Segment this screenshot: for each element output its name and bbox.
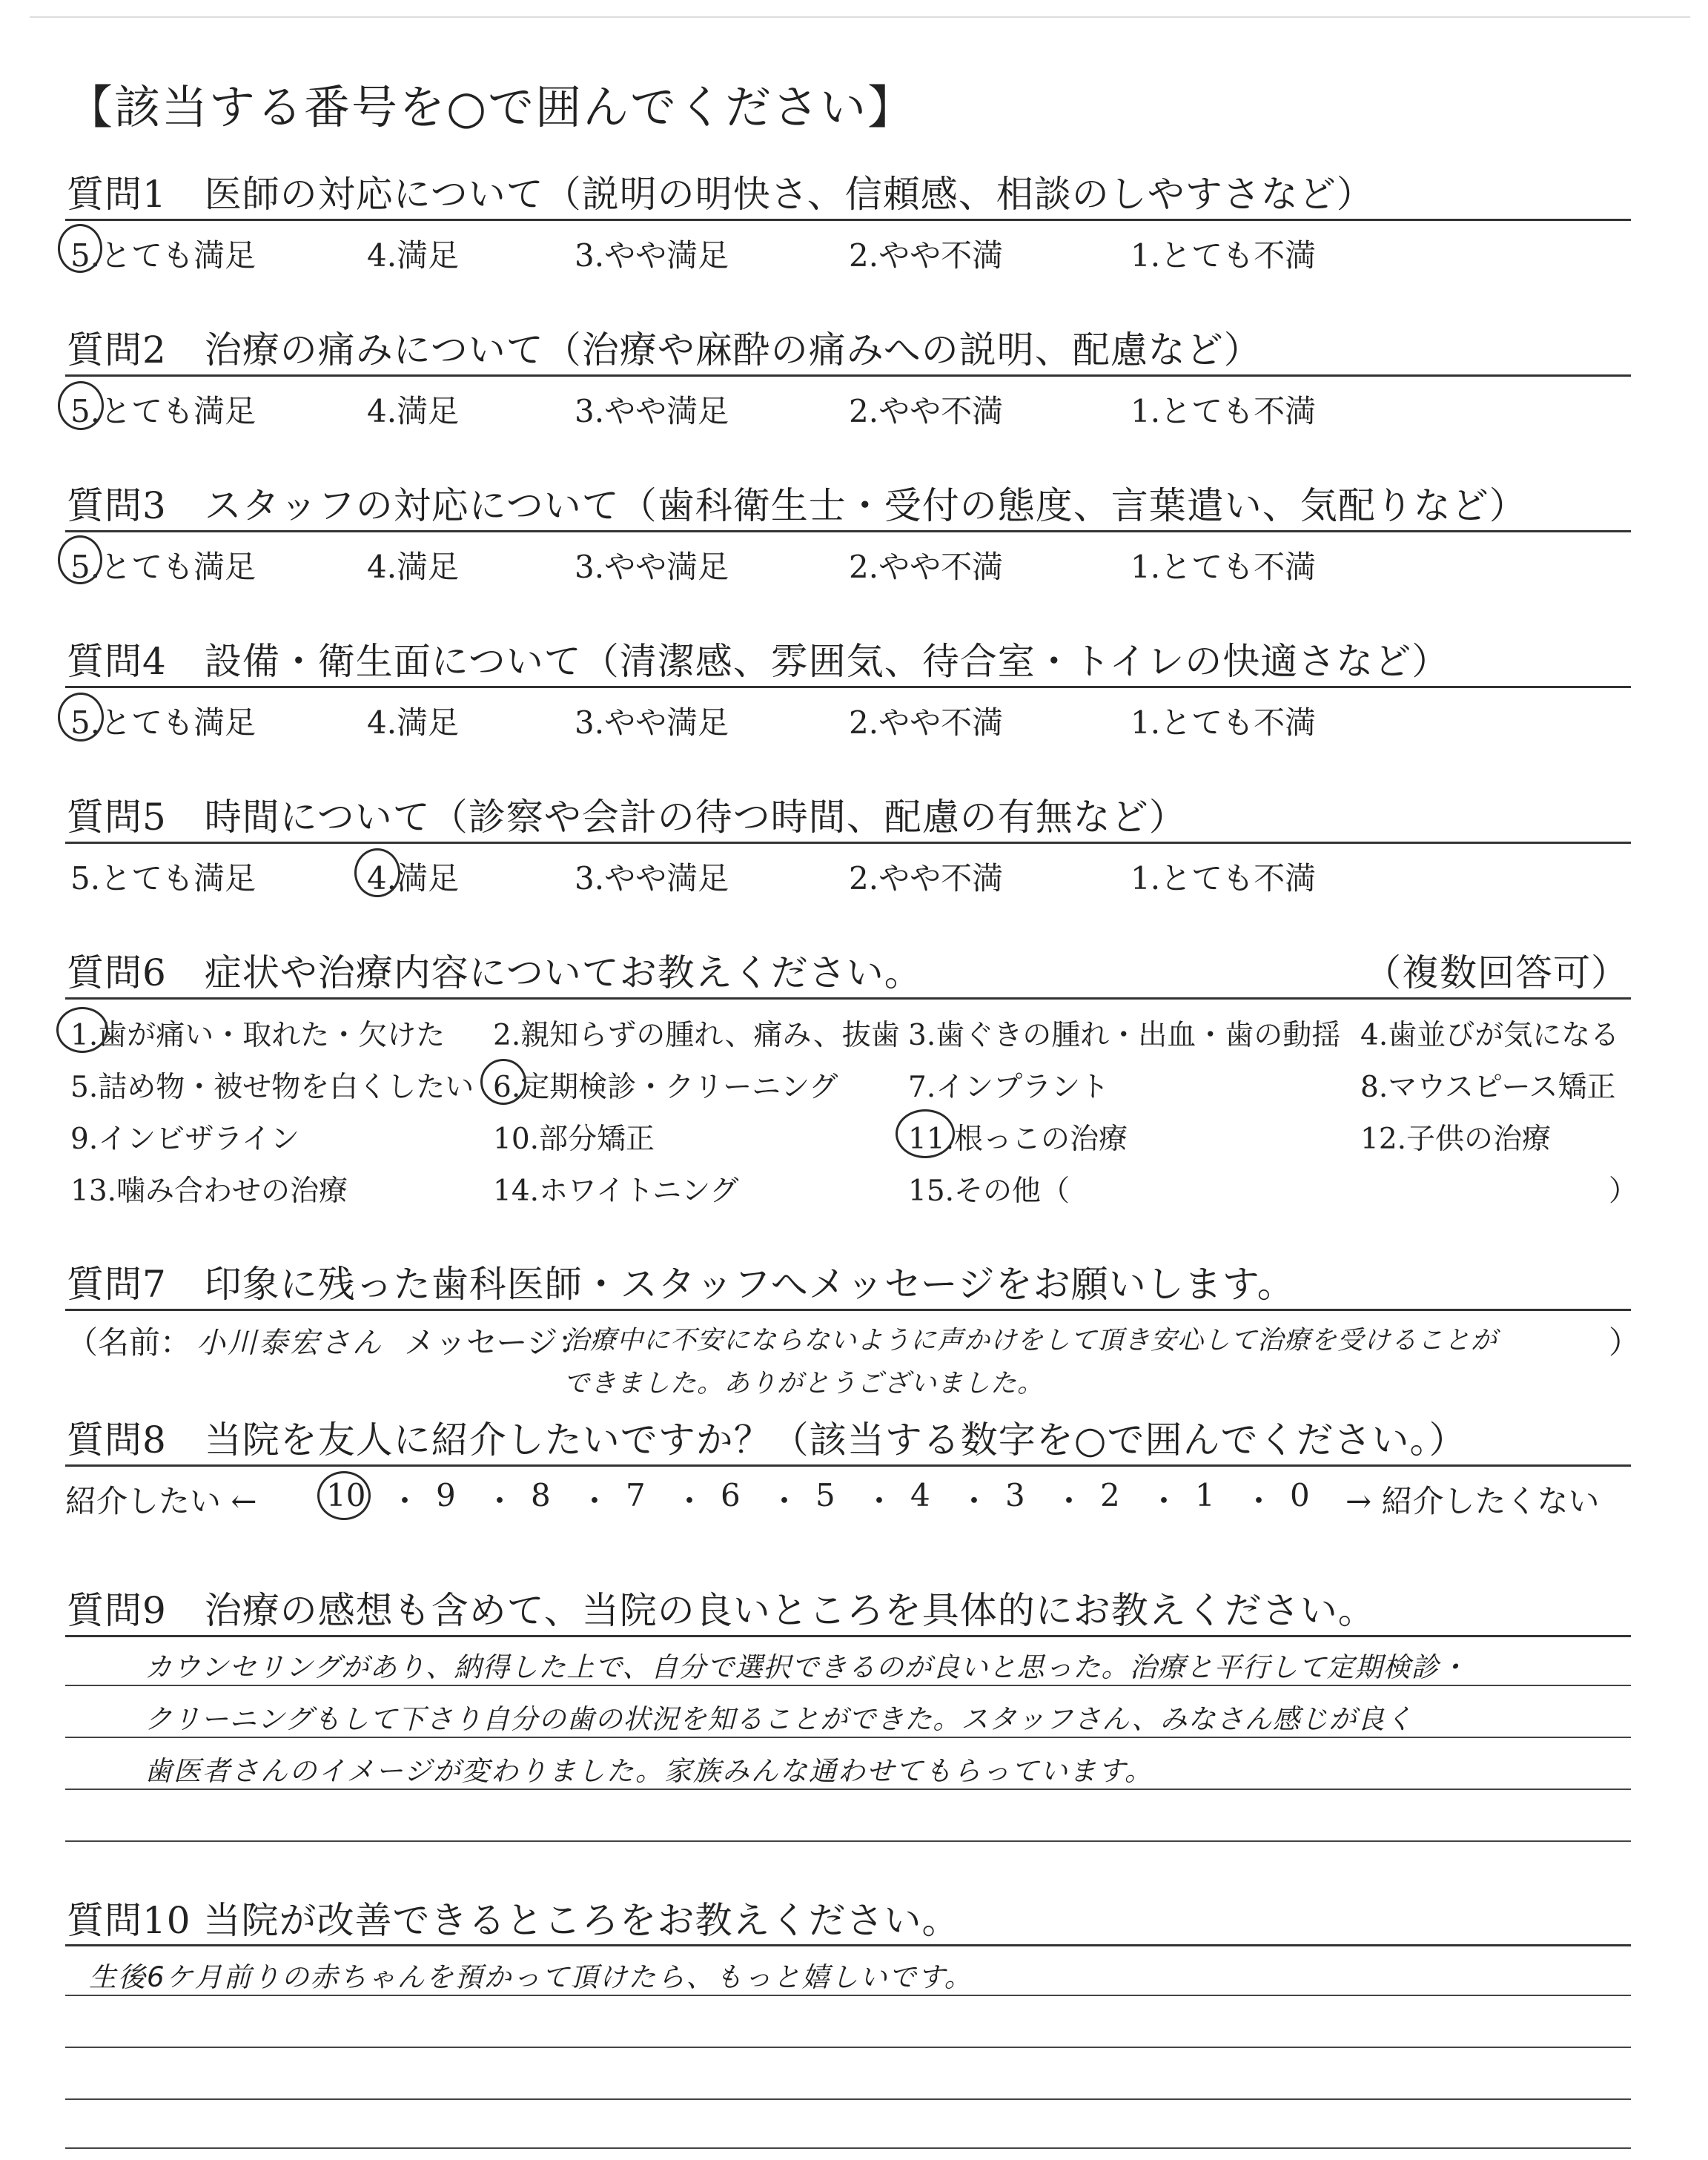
q5-option-2[interactable]: 2.やや不満 [849, 860, 1004, 896]
q8-score-1[interactable]: 1 [1195, 1477, 1215, 1513]
q3-option-2[interactable]: 2.やや不満 [849, 549, 1004, 585]
q4-option-4[interactable]: 4.満足 [367, 704, 460, 741]
q2-option-2[interactable]: 2.やや不満 [849, 393, 1004, 429]
q6-option-4[interactable]: 4.歯並びが気になる [1360, 1019, 1620, 1052]
question-10-rule [65, 1944, 1631, 1946]
q5-option-3[interactable]: 3.やや満足 [575, 860, 729, 896]
q6-option-14[interactable]: 14.ホワイトニング [493, 1175, 739, 1208]
q7-message-label: メッセージ： [404, 1324, 589, 1361]
q9-answer-line [65, 1789, 1631, 1790]
question-2-rule [65, 374, 1631, 377]
q6-option-1[interactable]: 1.歯が痛い・取れた・欠けた [70, 1019, 446, 1052]
q8-separator: ・ [1243, 1483, 1275, 1519]
q9-answer-line [65, 1737, 1631, 1738]
q8-score-6[interactable]: 6 [721, 1477, 741, 1513]
q8-score-10[interactable]: 10 [326, 1477, 366, 1513]
question-9-title: 質問9 治療の感想も含めて、当院の良いところを具体的にお教えください。 [67, 1589, 1376, 1632]
q6-other-close-paren: ） [1609, 1175, 1638, 1208]
q6-option-9[interactable]: 9.インビザライン [70, 1123, 300, 1156]
q7-message-line-2[interactable]: できました。ありがとうございました。 [563, 1369, 1045, 1398]
q8-score-3[interactable]: 3 [1005, 1477, 1025, 1513]
q6-option-3[interactable]: 3.歯ぐきの腫れ・出血・歯の動揺 [908, 1019, 1341, 1052]
q1-option-3[interactable]: 3.やや満足 [575, 237, 729, 274]
q8-separator: ・ [769, 1483, 801, 1519]
question-1-title: 質問1 医師の対応について（説明の明快さ、信頼感、相談のしやすさなど） [67, 173, 1374, 216]
question-5-title: 質問5 時間について（診察や会計の待つ時間、配慮の有無など） [67, 796, 1187, 839]
q6-option-10[interactable]: 10.部分矯正 [493, 1123, 655, 1156]
q4-option-2[interactable]: 2.やや不満 [849, 704, 1004, 741]
q8-left-label: 紹介したい ← [65, 1483, 257, 1519]
q2-option-1[interactable]: 1.とても不満 [1131, 393, 1317, 429]
q6-option-2[interactable]: 2.親知らずの腫れ、痛み、抜歯 [493, 1019, 900, 1052]
q8-separator: ・ [484, 1483, 516, 1519]
q3-option-5[interactable]: 5.とても満足 [70, 549, 256, 585]
q1-option-5[interactable]: 5.とても満足 [70, 237, 256, 274]
question-2-title: 質問2 治療の痛みについて（治療や麻酔の痛みへの説明、配慮など） [67, 328, 1262, 371]
q1-option-2[interactable]: 2.やや不満 [849, 237, 1004, 274]
q6-option-8[interactable]: 8.マウスピース矯正 [1360, 1071, 1616, 1104]
q8-separator: ・ [674, 1483, 706, 1519]
q8-score-0[interactable]: 0 [1290, 1477, 1310, 1513]
q1-option-4[interactable]: 4.満足 [367, 237, 460, 274]
q4-option-1[interactable]: 1.とても不満 [1131, 704, 1317, 741]
q4-option-3[interactable]: 3.やや満足 [575, 704, 729, 741]
q6-option-6[interactable]: 6.定期検診・クリーニング [493, 1071, 838, 1104]
question-1-rule [65, 219, 1631, 221]
q8-separator: ・ [389, 1483, 421, 1519]
question-10-title: 質問10 当院が改善できるところをお教えください。 [67, 1899, 960, 1942]
q5-option-4[interactable]: 4.満足 [367, 860, 460, 896]
q9-answer-line [65, 1685, 1631, 1686]
question-6-rule [65, 997, 1631, 1000]
q10-answer-line [65, 1995, 1631, 1996]
q8-separator: ・ [864, 1483, 896, 1519]
q3-option-3[interactable]: 3.やや満足 [575, 549, 729, 585]
question-7-rule [65, 1309, 1631, 1311]
question-4-title: 質問4 設備・衛生面について（清潔感、雰囲気、待合室・トイレの快適さなど） [67, 640, 1450, 683]
q7-name-value[interactable]: 小川泰宏さん [196, 1327, 384, 1360]
q4-option-5[interactable]: 5.とても満足 [70, 704, 256, 741]
question-6-title: 質問6 症状や治療内容についてお教えください。 [67, 951, 922, 994]
q8-score-7[interactable]: 7 [626, 1477, 646, 1513]
q5-option-1[interactable]: 1.とても不満 [1131, 860, 1317, 896]
page-heading: 【該当する番号を○で囲んでください】 [67, 80, 916, 134]
q5-option-5[interactable]: 5.とても満足 [70, 860, 256, 896]
q2-option-5[interactable]: 5.とても満足 [70, 393, 256, 429]
q7-close-paren: ） [1609, 1324, 1641, 1361]
q9-answer-line-2[interactable]: クリーニングもして下さり自分の歯の状況を知ることができた。スタッフさん、みなさん感じが良く [145, 1703, 1414, 1735]
q9-answer-line-1[interactable]: カウンセリングがあり、納得した上で、自分で選択できるのが良いと思った。治療と平行して定期検診・ [145, 1651, 1468, 1683]
q1-option-1[interactable]: 1.とても不満 [1131, 237, 1317, 274]
question-9-rule [65, 1635, 1631, 1637]
q6-option-11[interactable]: 11.根っこの治療 [908, 1123, 1128, 1156]
question-7-title: 質問7 印象に残った歯科医師・スタッフへメッセージをお願いします。 [67, 1263, 1295, 1306]
q8-separator: ・ [959, 1483, 990, 1519]
q9-answer-line [65, 1840, 1631, 1842]
q8-score-5[interactable]: 5 [815, 1477, 835, 1513]
question-5-rule [65, 842, 1631, 844]
q10-answer-line [65, 2047, 1631, 2048]
q8-separator: ・ [1053, 1483, 1085, 1519]
question-8-rule [65, 1464, 1631, 1467]
q2-option-4[interactable]: 4.満足 [367, 393, 460, 429]
q8-score-4[interactable]: 4 [910, 1477, 930, 1513]
question-4-rule [65, 686, 1631, 688]
q8-right-label: → 紹介したくない [1345, 1483, 1600, 1519]
q8-separator: ・ [579, 1483, 611, 1519]
q6-option-7[interactable]: 7.インプラント [908, 1071, 1110, 1104]
q8-score-2[interactable]: 2 [1100, 1477, 1120, 1513]
q8-separator: ・ [1148, 1483, 1180, 1519]
q8-score-8[interactable]: 8 [531, 1477, 551, 1513]
q6-option-12[interactable]: 12.子供の治療 [1360, 1123, 1552, 1156]
q3-option-4[interactable]: 4.満足 [367, 549, 460, 585]
q9-answer-line-3[interactable]: 歯医者さんのイメージが変わりました。家族みんな通わせてもらっています。 [145, 1755, 1153, 1787]
scan-top-edge [30, 16, 1690, 18]
q10-answer-line [65, 2098, 1631, 2100]
q6-option-15[interactable]: 15.その他（ [908, 1175, 1070, 1208]
question-3-rule [65, 530, 1631, 532]
q10-answer-line [65, 2147, 1631, 2149]
q10-answer-line-1[interactable]: 生後6ケ月前りの赤ちゃんを預かって頂けたら、もっと嬉しいです。 [89, 1961, 973, 1993]
q3-option-1[interactable]: 1.とても不満 [1131, 549, 1317, 585]
q6-option-5[interactable]: 5.詰め物・被せ物を白くしたい [70, 1071, 474, 1104]
question-3-title: 質問3 スタッフの対応について（歯科衛生士・受付の態度、言葉遣い、気配りなど） [67, 484, 1527, 527]
question-6-note: （複数回答可） [1364, 951, 1629, 994]
q8-score-9[interactable]: 9 [436, 1477, 456, 1513]
question-8-title: 質問8 当院を友人に紹介したいですか？（該当する数字を○で囲んでください。） [67, 1418, 1467, 1462]
q7-message-line-1[interactable]: 治療中に不安にならないように声かけをして頂き安心して治療を受けることが [563, 1326, 1498, 1355]
q7-name-label: （名前： [67, 1324, 192, 1361]
q2-option-3[interactable]: 3.やや満足 [575, 393, 729, 429]
q6-option-13[interactable]: 13.噛み合わせの治療 [70, 1175, 348, 1208]
